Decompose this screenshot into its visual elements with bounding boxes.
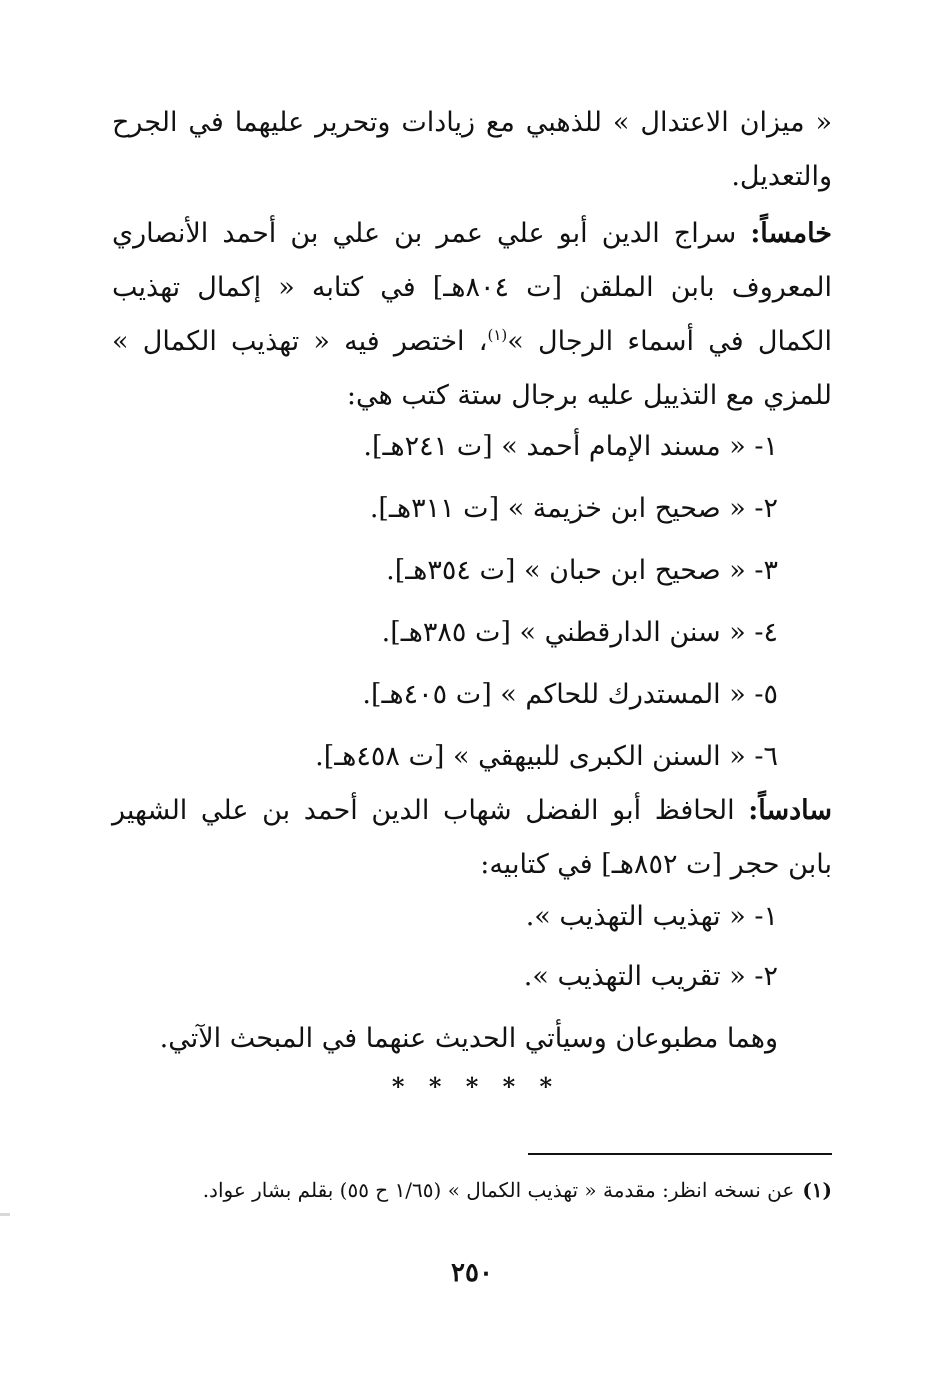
paragraph-fifth (112, 207, 832, 423)
paragraph-text: « ميزان الاعتدال » للذهبي مع زيادات وتحرير عليهما في الجرح والتعديل. (112, 107, 832, 192)
paragraph-sixth (112, 784, 832, 892)
paragraph-text: الحافظ أبو الفضل شهاب الدين أحمد بن علي الشهير بابن حجر [ت ٨٥٢هـ] في كتابيه: (112, 795, 832, 880)
paragraph-text-tail: ، اختصر فيه « تهذيب الكمال » للمزي مع التذييل عليه برجال ستة كتب هي: (112, 326, 832, 411)
section-separator: * * * * * (391, 1072, 561, 1101)
list-item: ٥- « المستدرك للحاكم » [ت ٤٠٥هـ]. (362, 679, 778, 710)
paragraph-lead: سادساً: (748, 795, 832, 826)
scan-edge-mark (0, 1213, 10, 1216)
closing-sentence: وهما مطبوعان وسيأتي الحديث عنهما في المبحث الآتي. (159, 1023, 778, 1054)
footnote-text: عن نسخه انظر: مقدمة « تهذيب الكمال » (١/٦٥ ح ٥٥) بقلم بشار عواد. (202, 1178, 795, 1202)
page-number: ٢٥٠ (451, 1258, 493, 1288)
list-item: ٢- « صحيح ابن خزيمة » [ت ٣١١هـ]. (369, 493, 778, 524)
paragraph-mizan (112, 96, 832, 204)
list-item: ١- « مسند الإمام أحمد » [ت ٢٤١هـ]. (363, 431, 778, 462)
footnote-divider (528, 1153, 832, 1155)
list-item: ٤- « سنن الدارقطني » [ت ٣٨٥هـ]. (381, 617, 778, 648)
footnote-ref: (١) (487, 326, 508, 344)
list-item: ٦- « السنن الكبرى للبيهقي » [ت ٤٥٨هـ]. (315, 741, 778, 772)
paragraph-text: سراج الدين أبو علي عمر بن علي بن أحمد الأنصاري المعروف بابن الملقن [ت ٨٠٤هـ] في كتابه « إكمال تهذيب الكمال في أسماء الرجال » (112, 218, 832, 357)
footnote-number: (١) (802, 1178, 832, 1202)
list-item: ٣- « صحيح ابن حبان » [ت ٣٥٤هـ]. (386, 555, 778, 586)
list-item: ١- « تهذيب التهذيب ». (525, 901, 778, 932)
list-item: ٢- « تقريب التهذيب ». (523, 961, 778, 992)
footnote (112, 1170, 832, 1210)
paragraph-lead: خامساً: (750, 218, 832, 249)
